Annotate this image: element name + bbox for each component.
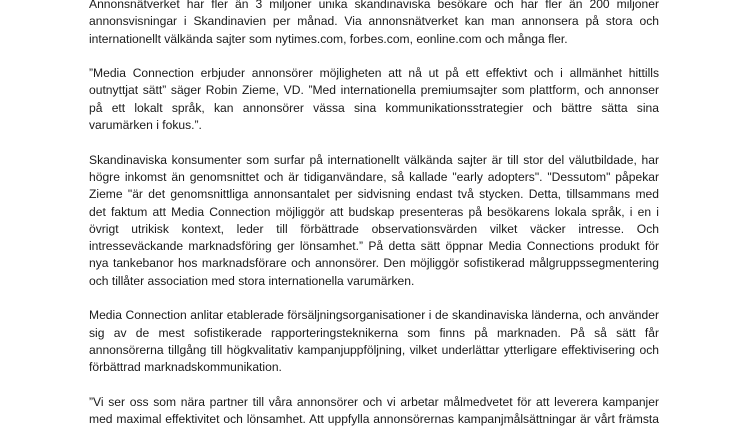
text-line: nya tankebanor hos marknadsförare och annonsörer. Den möjliggör sofistikerad målgruppssegmentering [89,256,659,271]
paragraph-sales-organisations [89,307,659,376]
text-line: annonsvisningar i Skandinavien per månad. Via annonsnätverket kan man annonsera på stora och [89,14,659,29]
text-line: det faktum att Media Connection möjliggör att budskap presenteras på besökarens lokala språk, i en i [89,204,659,219]
text-line: ”Media Connection erbjuder annonsörer möjligheten att nå ut på ett effektivt och i allmänhet hittills [89,66,659,81]
text-line: intresseväckande marknadsföring ger lönsamhet.” På detta sätt öppnar Media Connections produkt för [89,239,659,254]
text-line: på ett lokalt språk, kan annonsörer vässa sina kommunikationsstrategier och bättre sätta sina [89,100,659,115]
text-line: internationellt välkända sajter som nytimes.com, forbes.com, eonline.com och många fler. [89,31,568,46]
text-line: varumärken i fokus.”. [89,118,202,133]
paragraph-ceo-quote [89,65,659,134]
text-line: med maximal effektivitet och lönsamhet. Att uppfylla annonsörernas kampanjmålsättningar är vårt främsta [89,412,659,427]
paragraph-partner-quote [89,394,659,429]
text-line: Zieme "är det genomsnittliga annonsantalet per sidvisning endast två stycken. Detta, tillsammans med [89,187,659,202]
text-line: Media Connection anlitar etablerade försäljningsorganisationer i de skandinaviska länderna, och använder [89,308,659,323]
text-line: förbättrad marknadskommunikation. [89,360,282,375]
text-line: Skandinaviska konsumenter som surfar på internationellt välkända sajter är till stor del välutbildade, har [89,152,659,167]
text-line: sig av de mest sofistikerade rapporteringsteknikerna som finns på marknaden. På så sätt får [89,325,659,340]
text-line: övrigt utrikisk kontext, leder till förbättrade observationsvärden vilket väcker intresse. Och [89,221,659,236]
text-line: annonsörerna tillgång till högkvalitativ kampanjuppföljning, vilket underlättar ytterligare effektivisering och [89,342,659,357]
document-page [89,0,659,446]
text-line: och tillåter association med stora internationella varumärken. [89,273,415,288]
text-line: högre inkomst än genomsnittet och är tidiganvändare, så kallade "early adopters". "Dessutom" påpekar [89,169,659,184]
text-line: Annonsnätverket har fler än 3 miljoner unika skandinaviska besökare och har fler än 200 miljoner [89,0,659,11]
paragraph-consumers [89,152,659,290]
text-line: ”Vi ser oss som nära partner till våra annonsörer och vi arbetar målmedvetet för att leverera kampanjer [89,394,659,409]
paragraph-network-intro [89,0,659,48]
text-line: outnyttjat sätt” säger Robin Zieme, VD. ”Med internationella premiumsajter som plattform, och annonser [89,83,659,98]
